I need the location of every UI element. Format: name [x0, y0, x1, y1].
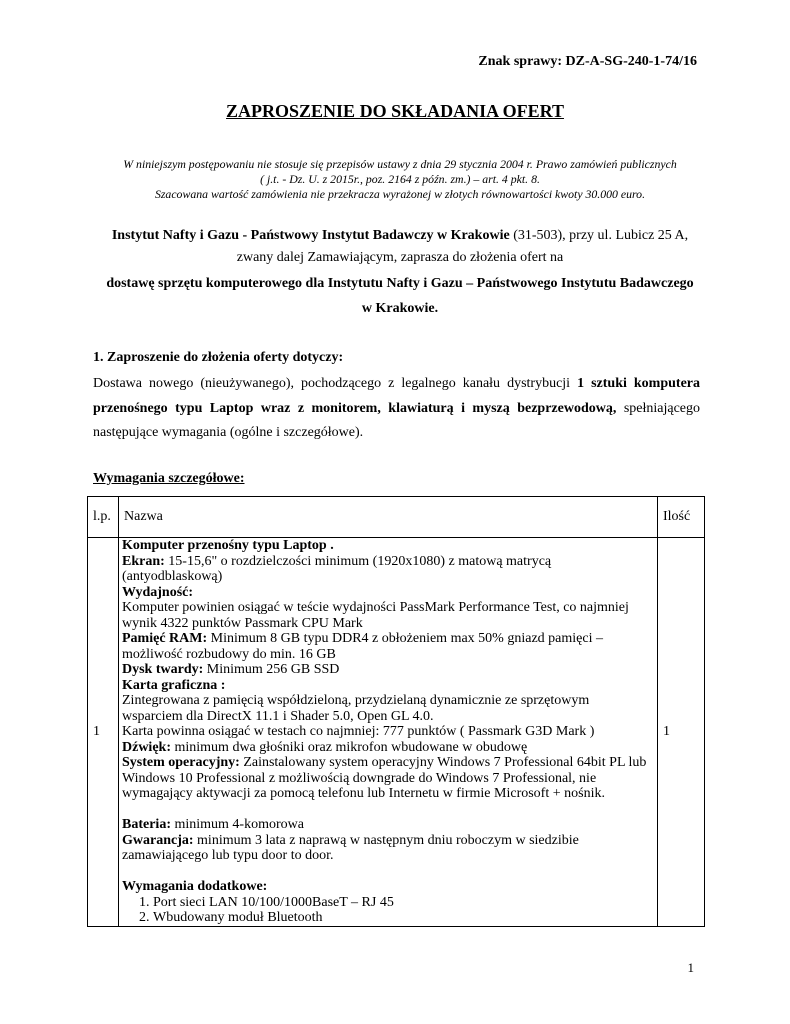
legal-note-line: ( j.t. - Dz. U. z 2015r., poz. 2164 z późn. zm.) – art. 4 pkt. 8. — [260, 172, 540, 186]
section-1-text: Dostawa nowego (nieużywanego), pochodzącego z legalnego kanału dystrybucji — [93, 376, 578, 391]
spec-os: System operacyjny: Zainstalowany system operacyjny Windows 7 Professional 64bit PL lub Windows 10 Professional z możliwością downgrade do Windows 7 Professional, nie wymagający aktywacji za pomocą telefonu lub Internetu w firmie Microsoft + nośnik. — [122, 755, 647, 801]
product-name: Komputer przenośny typu Laptop . — [122, 538, 334, 553]
invitation-line: zwany dalej Zamawiającym, zaprasza do złożenia ofert na — [236, 250, 564, 265]
table-header-row — [88, 497, 705, 538]
spec-gpu-label: Karta graficzna : — [122, 677, 226, 693]
row-specification — [119, 538, 658, 927]
list-item: 1. Port sieci LAN 10/100/1000BaseT – RJ 45 — [153, 895, 653, 911]
institute-line — [60, 228, 740, 244]
spec-performance-label: Wydajność: — [122, 584, 194, 600]
column-header-qty: Ilość — [658, 497, 705, 538]
spec-screen: Ekran: 15-15,6" o rozdzielczości minimum (1920x1080) z matową matrycą (antyodblaskową) — [122, 553, 552, 584]
document-title: ZAPROSZENIE DO SKŁADANIA OFERT — [226, 101, 564, 121]
spec-sound: Dźwięk: minimum dwa głośniki oraz mikrofon wbudowane w obudowę — [122, 739, 528, 755]
institute-address: (31-503), przy ul. Lubicz 25 A, — [509, 228, 689, 243]
column-header-name: Nazwa — [119, 497, 658, 538]
section-1-heading: 1. Zaproszenie do złożenia oferty dotyczy: — [93, 350, 344, 365]
section-1-body — [93, 372, 700, 446]
table-row — [88, 538, 705, 927]
requirements-table — [87, 496, 705, 927]
section-1-subject: 1 sztuki komputera przenośnego typu Laptop wraz z monitorem, klawiaturą i myszą bezprzewodową, — [93, 376, 700, 416]
delivery-subject-city: w Krakowie. — [361, 301, 439, 316]
spec-gpu: Zintegrowana z pamięcią współdzieloną, przydzielaną dynamicznie ze sprzętowym wsparciem dla DirectX 11.1 i Shader 5.0, Open GL 4.0. — [122, 693, 590, 724]
spec-battery: Bateria: minimum 4-komorowa — [122, 817, 304, 832]
institute-name: Instytut Nafty i Gazu - Państwowy Instytut Badawczy w Krakowie — [111, 228, 510, 243]
section-1-text: spełniającego następujące wymagania (ogólne i szczegółowe). — [93, 400, 701, 440]
delivery-subject: dostawę sprzętu komputerowego dla Instytutu Nafty i Gazu – Państwowego Instytutu Badawczego — [106, 276, 694, 291]
row-quantity: 1 — [658, 538, 705, 927]
extra-requirements-list — [122, 895, 653, 926]
row-lp: 1 — [88, 538, 119, 927]
spec-performance: Komputer powinien osiągać w teście wydajności PassMark Performance Test, co najmniej wynik 4322 punktów Passmark CPU Mark — [122, 600, 629, 631]
page-number: 1 — [687, 960, 694, 975]
legal-note — [60, 157, 740, 202]
spec-extra-label: Wymagania dodatkowe: — [122, 879, 268, 894]
requirements-heading: Wymagania szczegółowe: — [93, 471, 245, 486]
spec-ram: Pamięć RAM: Minimum 8 GB typu DDR4 z obłożeniem max 50% gniazd pamięci – możliwość rozbudowy do min. 16 GB — [122, 631, 603, 662]
legal-note-line: Szacowana wartość zamówienia nie przekracza wyrażonej w złotych równowartości kwoty 30.000 euro. — [154, 187, 646, 201]
column-header-lp: l.p. — [88, 497, 119, 538]
case-number: Znak sprawy: DZ-A-SG-240-1-74/16 — [478, 54, 697, 69]
spec-gpu-benchmark: Karta powinna osiągać w testach co najmniej: 777 punktów ( Passmark G3D Mark ) — [122, 724, 595, 739]
legal-note-line: W niniejszym postępowaniu nie stosuje się przepisów ustawy z dnia 29 stycznia 2004 r. Prawo zamówień publicznych — [123, 157, 677, 171]
list-item: 2. Wbudowany moduł Bluetooth — [153, 910, 653, 926]
spec-warranty: Gwarancja: minimum 3 lata z naprawą w następnym dniu roboczym w siedzibie zamawiającego lub typu door to door. — [122, 832, 579, 863]
spec-disk: Dysk twardy: Minimum 256 GB SSD — [122, 662, 340, 677]
